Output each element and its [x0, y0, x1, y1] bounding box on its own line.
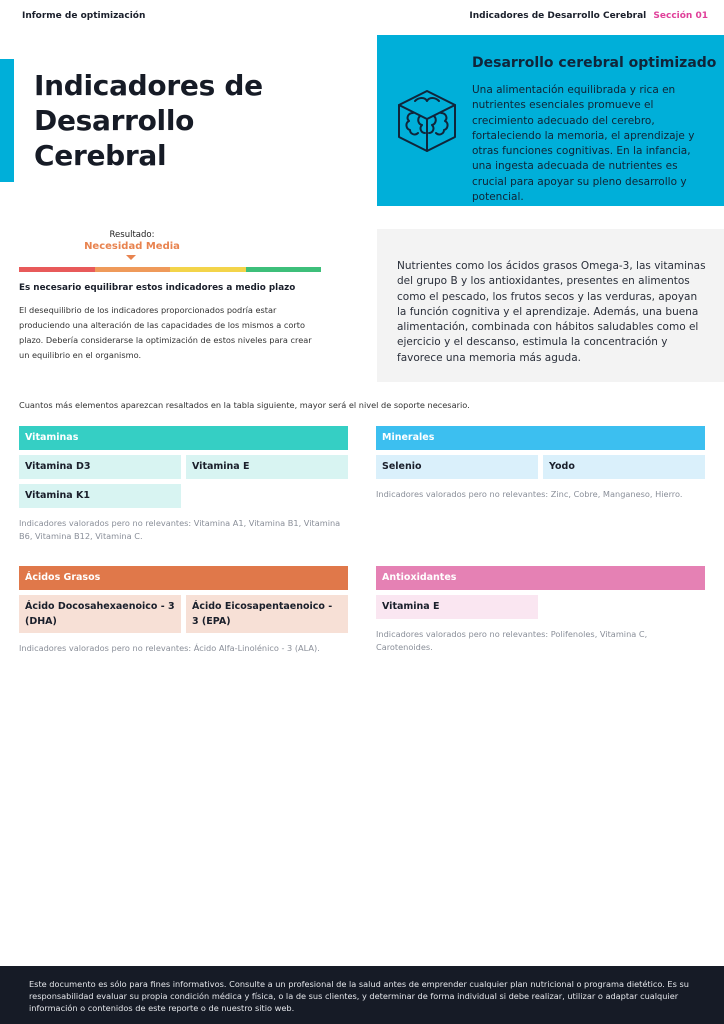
- section-label: Sección 01: [653, 11, 708, 21]
- scale-segment-low: [19, 267, 95, 272]
- equilibrium-text: El desequilibrio de los indicadores proporcionados podría estar produciendo una alteración de las capacidades de los mismos a corto plazo. Debería considerarse la optimización de estos niveles para crear un equilibrio en el organismo.: [19, 305, 312, 360]
- category-header: Ácidos Grasos: [19, 566, 348, 590]
- category-vitaminas: [19, 426, 348, 543]
- indicator-item: Vitamina D3: [19, 455, 181, 479]
- category-minerales: [376, 426, 705, 501]
- indicator-item: Ácido Docosahexaenoico - 3 (DHA): [19, 595, 181, 633]
- result-label: Resultado:: [109, 230, 155, 240]
- category-acidos-grasos: [19, 566, 348, 655]
- category-header: Vitaminas: [19, 426, 348, 450]
- footer: [0, 966, 724, 1024]
- category-items: [376, 455, 705, 479]
- equilibrium-title: Es necesario equilibrar estos indicadores a medio plazo: [19, 283, 296, 293]
- info-text: Nutrientes como los ácidos grasos Omega-3, las vitaminas del grupo B y los antioxidantes, presentes en alimentos como el pescado, los frutos secos y las verduras, apoyan la función cognitiva y el aprendizaje. Además, una buena alimentación, combinada con hábitos saludables como el ejercicio y el descanso, estimula la concentración y favorece una memoria más aguda.: [397, 260, 706, 364]
- indicator-item: Yodo: [543, 455, 705, 479]
- brain-cube-icon: [393, 87, 461, 155]
- category-note: Indicadores valorados pero no relevantes: Polifenoles, Vitamina C, Carotenoides.: [376, 629, 648, 652]
- category-note: Indicadores valorados pero no relevantes: Ácido Alfa-Linolénico - 3 (ALA).: [19, 643, 320, 653]
- result-scale-bar: [19, 267, 321, 272]
- indicator-item: Vitamina E: [186, 455, 348, 479]
- result-marker: [126, 255, 136, 260]
- title-accent-bar: [0, 59, 14, 182]
- indicator-item: Vitamina K1: [19, 484, 181, 508]
- indicator-item: Vitamina E: [376, 595, 538, 619]
- category-antioxidantes: [376, 566, 705, 654]
- table-intro: Cuantos más elementos aparezcan resaltados en la tabla siguiente, mayor será el nivel de soporte necesario.: [19, 400, 470, 410]
- header-page-title: Indicadores de Desarrollo Cerebral: [469, 11, 647, 21]
- scale-segment-good: [246, 267, 322, 272]
- category-note: Indicadores valorados pero no relevantes: Zinc, Cobre, Manganeso, Hierro.: [376, 489, 683, 499]
- category-items: [19, 455, 348, 508]
- category-note: Indicadores valorados pero no relevantes: Vitamina A1, Vitamina B1, Vitamina B6, Vitamina B12, Vitamina C.: [19, 518, 341, 541]
- hero-title: Desarrollo cerebral optimizado: [472, 55, 717, 71]
- info-box: [377, 229, 724, 382]
- category-header: Antioxidantes: [376, 566, 705, 590]
- category-items: [376, 595, 705, 619]
- scale-segment-moderate: [170, 267, 246, 272]
- page-title: Indicadores de Desarrollo Cerebral: [34, 69, 263, 172]
- scale-segment-medium: [95, 267, 171, 272]
- category-items: [19, 595, 348, 633]
- report-name: Informe de optimización: [22, 11, 146, 21]
- indicator-item: Selenio: [376, 455, 538, 479]
- page-header-right: [469, 11, 708, 21]
- indicator-item: Ácido Eicosapentaenoico - 3 (EPA): [186, 595, 348, 633]
- result-value: Necesidad Media: [84, 241, 180, 252]
- top-bar: [0, 0, 724, 34]
- category-header: Minerales: [376, 426, 705, 450]
- hero-text: Una alimentación equilibrada y rica en nutrientes esenciales promueve el crecimiento adecuado del cerebro, fortaleciendo la memoria, el aprendizaje y otras funciones cognitivas. En la infancia, una ingesta adecuada de nutrientes es crucial para apoyar su pleno desarrollo y potencial.: [472, 84, 695, 204]
- hero-box: [377, 35, 724, 206]
- disclaimer-text: Este documento es sólo para fines informativos. Consulte a un profesional de la salud antes de emprender cualquier plan nutricional o programa dietético. Es su responsabilidad evaluar su propia condición médica y física, o la de sus clientes, y determinar de forma individual si debe realizar, utilizar o adaptar cualquier información o contenidos de este reporte o de nuestro sitio web.: [29, 979, 689, 1013]
